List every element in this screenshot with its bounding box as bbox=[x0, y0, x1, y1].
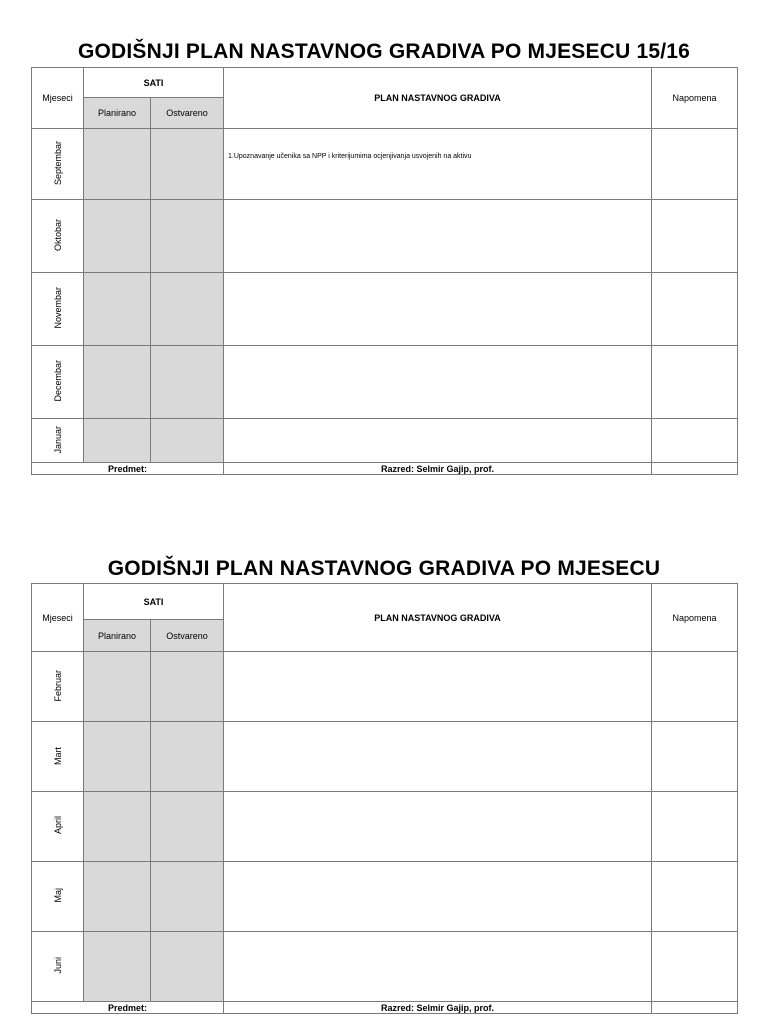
napomena-cell[interactable] bbox=[652, 419, 738, 463]
ostvareno-cell[interactable] bbox=[151, 346, 224, 419]
plan-content-cell[interactable] bbox=[224, 792, 652, 862]
napomena-cell[interactable] bbox=[652, 932, 738, 1002]
month-cell bbox=[32, 932, 84, 1002]
ostvareno-cell[interactable] bbox=[151, 932, 224, 1002]
header-mjeseci: Mjeseci bbox=[32, 584, 84, 652]
napomena-cell[interactable] bbox=[652, 273, 738, 346]
ostvareno-cell[interactable] bbox=[151, 200, 224, 273]
planirano-cell[interactable] bbox=[84, 932, 151, 1002]
month-cell bbox=[32, 200, 84, 273]
plan-content-cell[interactable] bbox=[224, 200, 652, 273]
sheet2-title: GODIŠNJI PLAN NASTAVNOG GRADIVA PO MJESECU bbox=[107, 557, 661, 580]
table-row bbox=[32, 129, 738, 200]
footer-razred: Razred: Selmir Gajip, prof. bbox=[224, 463, 652, 475]
ostvareno-cell[interactable] bbox=[151, 652, 224, 722]
napomena-cell[interactable] bbox=[652, 862, 738, 932]
table-row bbox=[32, 932, 738, 1002]
planirano-cell[interactable] bbox=[84, 200, 151, 273]
month-cell bbox=[32, 652, 84, 722]
plan-content-cell[interactable] bbox=[224, 346, 652, 419]
sheet1-title: GODIŠNJI PLAN NASTAVNOG GRADIVA PO MJESECU 15/16 bbox=[77, 40, 691, 63]
table-footer bbox=[32, 463, 738, 475]
ostvareno-cell[interactable] bbox=[151, 273, 224, 346]
plan-content-cell[interactable] bbox=[224, 932, 652, 1002]
table-row bbox=[32, 862, 738, 932]
napomena-cell[interactable] bbox=[652, 200, 738, 273]
table-row bbox=[32, 346, 738, 419]
plan-content-cell[interactable] bbox=[224, 652, 652, 722]
header-sati: SATI bbox=[84, 584, 224, 620]
header-planirano: Planirano bbox=[84, 98, 151, 129]
header-ostvareno: Ostvareno bbox=[151, 620, 224, 652]
plan-content-cell[interactable] bbox=[224, 722, 652, 792]
month-label: Juni bbox=[52, 957, 63, 974]
month-label: Septembar bbox=[52, 140, 63, 186]
table-row bbox=[32, 200, 738, 273]
footer-razred: Razred: Selmir Gajip, prof. bbox=[224, 1002, 652, 1014]
planirano-cell[interactable] bbox=[84, 419, 151, 463]
napomena-cell[interactable] bbox=[652, 346, 738, 419]
planirano-cell[interactable] bbox=[84, 792, 151, 862]
plan-content-cell[interactable] bbox=[224, 419, 652, 463]
month-label: Novembar bbox=[52, 287, 63, 329]
table-row bbox=[32, 419, 738, 463]
planirano-cell[interactable] bbox=[84, 129, 151, 200]
table-row bbox=[32, 652, 738, 722]
header-plan-nastavnog-gradiva: PLAN NASTAVNOG GRADIVA bbox=[224, 68, 652, 129]
header-sati: SATI bbox=[84, 68, 224, 98]
month-label: Mart bbox=[52, 746, 63, 765]
header-planirano: Planirano bbox=[84, 620, 151, 652]
month-cell bbox=[32, 722, 84, 792]
plan-content-cell[interactable] bbox=[224, 273, 652, 346]
month-label: Februar bbox=[52, 669, 63, 702]
month-cell bbox=[32, 792, 84, 862]
plan-content-cell[interactable] bbox=[224, 129, 652, 200]
ostvareno-cell[interactable] bbox=[151, 129, 224, 200]
ostvareno-cell[interactable] bbox=[151, 862, 224, 932]
month-label: Januar bbox=[52, 425, 63, 454]
month-cell bbox=[32, 273, 84, 346]
napomena-cell[interactable] bbox=[652, 722, 738, 792]
month-cell bbox=[32, 419, 84, 463]
month-cell bbox=[32, 129, 84, 200]
footer-predmet: Predmet: bbox=[32, 1002, 224, 1014]
planirano-cell[interactable] bbox=[84, 862, 151, 932]
table-footer bbox=[32, 1002, 738, 1014]
ostvareno-cell[interactable] bbox=[151, 419, 224, 463]
planirano-cell[interactable] bbox=[84, 722, 151, 792]
sheet2-plan-table bbox=[31, 583, 738, 1014]
footer-predmet: Predmet: bbox=[32, 463, 224, 475]
header-mjeseci: Mjeseci bbox=[32, 68, 84, 129]
table-row bbox=[32, 792, 738, 862]
month-cell bbox=[32, 862, 84, 932]
month-cell bbox=[32, 346, 84, 419]
footer-empty bbox=[652, 1002, 738, 1014]
header-ostvareno: Ostvareno bbox=[151, 98, 224, 129]
plan-content-cell[interactable] bbox=[224, 862, 652, 932]
header-napomena: Napomena bbox=[652, 584, 738, 652]
table-row bbox=[32, 273, 738, 346]
month-label: Decembar bbox=[52, 360, 63, 402]
plan-content-text: 1.Upoznavanje učenika sa NPP i kriterijumima ocjenjivanja usvojenih na aktivu bbox=[228, 153, 472, 160]
ostvareno-cell[interactable] bbox=[151, 792, 224, 862]
planirano-cell[interactable] bbox=[84, 346, 151, 419]
napomena-cell[interactable] bbox=[652, 129, 738, 200]
ostvareno-cell[interactable] bbox=[151, 722, 224, 792]
planirano-cell[interactable] bbox=[84, 652, 151, 722]
month-label: Maj bbox=[52, 888, 63, 903]
table-row bbox=[32, 722, 738, 792]
header-plan-nastavnog-gradiva: PLAN NASTAVNOG GRADIVA bbox=[224, 584, 652, 652]
planirano-cell[interactable] bbox=[84, 273, 151, 346]
napomena-cell[interactable] bbox=[652, 792, 738, 862]
header-napomena: Napomena bbox=[652, 68, 738, 129]
footer-empty bbox=[652, 463, 738, 475]
month-label: Oktobar bbox=[52, 218, 63, 251]
napomena-cell[interactable] bbox=[652, 652, 738, 722]
sheet1-plan-table bbox=[31, 67, 738, 475]
month-label: April bbox=[52, 816, 63, 835]
